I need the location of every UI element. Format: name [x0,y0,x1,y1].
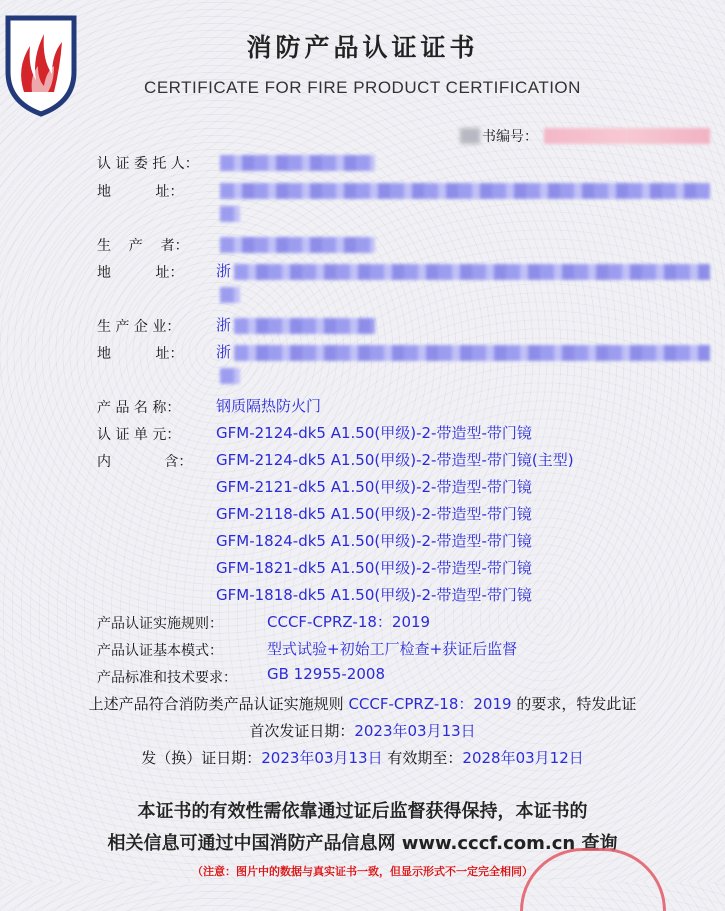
issue-date-value: 2023年03月13日 [261,749,383,767]
contents-item: GFM-1821-dk5 A1.50(甲级)-2-带造型-带门镜 [216,559,532,577]
rule-value: CCCF-CPRZ-18：2019 [267,613,431,631]
producer-address-redacted-2 [220,287,240,303]
contents-item: GFM-2124-dk5 A1.50(甲级)-2-带造型-带门镜(主型) [216,451,574,469]
factory-label: 生 产 企 业： [97,319,181,335]
valid-until-value: 2028年03月12日 [462,749,584,767]
producer-label: 生 产 者： [97,238,189,254]
product-name-label: 产 品 名 称： [97,400,181,416]
contents-item: GFM-2121-dk5 A1.50(甲级)-2-带造型-带门镜 [216,478,532,496]
official-seal-partial [520,848,666,911]
title-english: CERTIFICATE FOR FIRE PRODUCT CERTIFICATION [144,78,581,97]
producer-address-prefix: 浙 [216,262,232,280]
cert-unit-value: GFM-2124-dk5 A1.50(甲级)-2-带造型-带门镜 [216,424,532,442]
image-disclaimer: （注意：图片中的数据与真实证书一致，但显示形式不一定完全相同） [192,865,533,878]
producer-address-label: 地 址： [97,265,184,281]
client-redacted [220,155,375,171]
rule-label: 产品认证实施规则： [97,616,223,632]
first-issue-date [0,720,725,741]
client-label: 认 证 委 托 人： [97,156,199,172]
client-address-redacted-2 [220,206,240,222]
client-address-label: 地 址： [97,184,184,200]
contents-label: 内 含： [97,454,193,470]
factory-prefix: 浙 [216,316,232,334]
producer-address-redacted [234,264,710,280]
contents-item: GFM-1818-dk5 A1.50(甲级)-2-带造型-带门镜 [216,586,532,604]
mode-label: 产品认证基本模式： [97,643,223,659]
factory-address-redacted-2 [220,368,240,384]
standard-value: GB 12955-2008 [267,665,385,683]
statement-text: 的要求，特发此证 [516,695,637,713]
factory-address-prefix: 浙 [216,343,232,361]
cert-unit-label: 认 证 单 元： [97,427,181,443]
redacted-block [460,128,480,144]
title-chinese: 消防产品认证证书 [246,33,479,62]
compliance-statement [0,693,725,714]
factory-address-redacted [234,345,710,361]
factory-address-label: 地 址： [97,346,184,362]
validity-notice-line2: 相关信息可通过中国消防产品信息网 www.cccf.com.cn 查询 [107,833,618,854]
producer-redacted [220,237,375,253]
fire-shield-logo [2,10,80,120]
cert-number-label: 书编号： [482,129,538,145]
statement-text: 上述产品符合消防类产品认证实施规则 [88,695,344,713]
mode-value: 型式试验+初始工厂检查+获证后监督 [267,640,518,658]
contents-item: GFM-1824-dk5 A1.50(甲级)-2-带造型-带门镜 [216,532,532,550]
validity-notice-line1: 本证书的有效性需依靠通过证后监督获得保持，本证书的 [137,801,588,822]
valid-until-label: 有效期至： [387,749,463,767]
statement-rule: CCCF-CPRZ-18：2019 [348,695,512,713]
standard-label: 产品标准和技术要求： [97,670,237,686]
product-name-value: 钢质隔热防火门 [216,397,322,415]
first-issue-value: 2023年03月13日 [354,722,476,740]
first-issue-label: 首次发证日期： [249,722,355,740]
factory-redacted [234,318,375,334]
contents-item: GFM-2118-dk5 A1.50(甲级)-2-带造型-带门镜 [216,505,532,523]
client-address-redacted [220,183,710,199]
issue-date-label: 发（换）证日期： [141,749,262,767]
cert-number-redacted [544,128,710,144]
issue-validity-dates [0,747,725,768]
